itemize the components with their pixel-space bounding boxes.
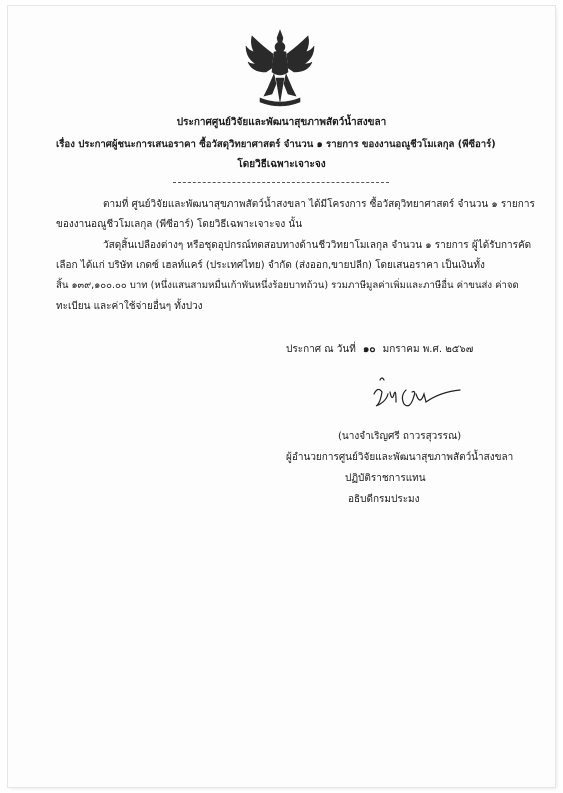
signer-authority: อธิบดีกรมประมง xyxy=(348,494,420,505)
document-issuer: ประกาศศูนย์วิจัยและพัฒนาสุขภาพสัตว์น้ำสงขลา xyxy=(176,117,387,128)
handwritten-signature xyxy=(360,372,470,422)
paragraph2-line1: วัสดุสิ้นเปลืองต่างๆ หรือชุดอุปกรณ์ทดสอบทางด้านชีววิทยาโมเลกุล จำนวน ๑ รายการ ผู้ได้รับการคัด xyxy=(103,240,532,251)
signer-acting: ปฏิบัติราชการแทน xyxy=(345,473,426,484)
signer-position: ผู้อำนวยการศูนย์วิจัยและพัฒนาสุขภาพสัตว์น้ำสงขลา xyxy=(286,452,514,463)
document-subject-line2: โดยวิธีเฉพาะเจาะจง xyxy=(237,159,326,170)
separator-line xyxy=(173,182,389,183)
paragraph2-line3: สิ้น ๑๓๙,๑๐๐.๐๐ บาท (หนึ่งแสนสามหมื่นเก้าพันหนึ่งร้อยบาทถ้วน) รวมภาษีมูลค่าเพิ่มและภาษีอื่น ค่าขนส่ง ค่าจด xyxy=(56,280,519,291)
date-day: ๑๐ xyxy=(362,344,376,355)
date-month-year: มกราคม พ.ศ. ๒๕๖๗ xyxy=(382,344,474,355)
paragraph1-line1: ตามที่ ศูนย์วิจัยและพัฒนาสุขภาพสัตว์น้ำสงขลา ได้มีโครงการ ซื้อวัสดุวิทยาศาสตร์ จำนวน ๑ รายการ xyxy=(103,199,535,210)
paragraph2-line4: ทะเบียน และค่าใช้จ่ายอื่นๆ ทั้งปวง xyxy=(56,301,203,312)
announcement-date xyxy=(286,343,473,356)
date-prefix: ประกาศ ณ วันที่ xyxy=(286,344,356,355)
document-subject-line1: เรื่อง ประกาศผู้ชนะการเสนอราคา ซื้อวัสดุวิทยาศาสตร์ จำนวน ๑ รายการ ของงานอณูชีวโมเลกุล (พีซีอาร์) xyxy=(56,139,496,150)
garuda-emblem-icon xyxy=(244,28,316,108)
paragraph2-line2: เลือก ได้แก่ บริษัท เกดซ์ เฮลท์แคร์ (ประเทศไทย) จำกัด (ส่งออก,ขายปลีก) โดยเสนอราคา เป็นเงินทั้ง xyxy=(56,260,485,271)
signer-name: (นางจำเริญศรี ถาวรสุวรรณ) xyxy=(338,431,462,442)
paragraph1-line2: ของงานอณูชีวโมเลกุล (พีซีอาร์) โดยวิธีเฉพาะเจาะจง นั้น xyxy=(56,219,303,230)
